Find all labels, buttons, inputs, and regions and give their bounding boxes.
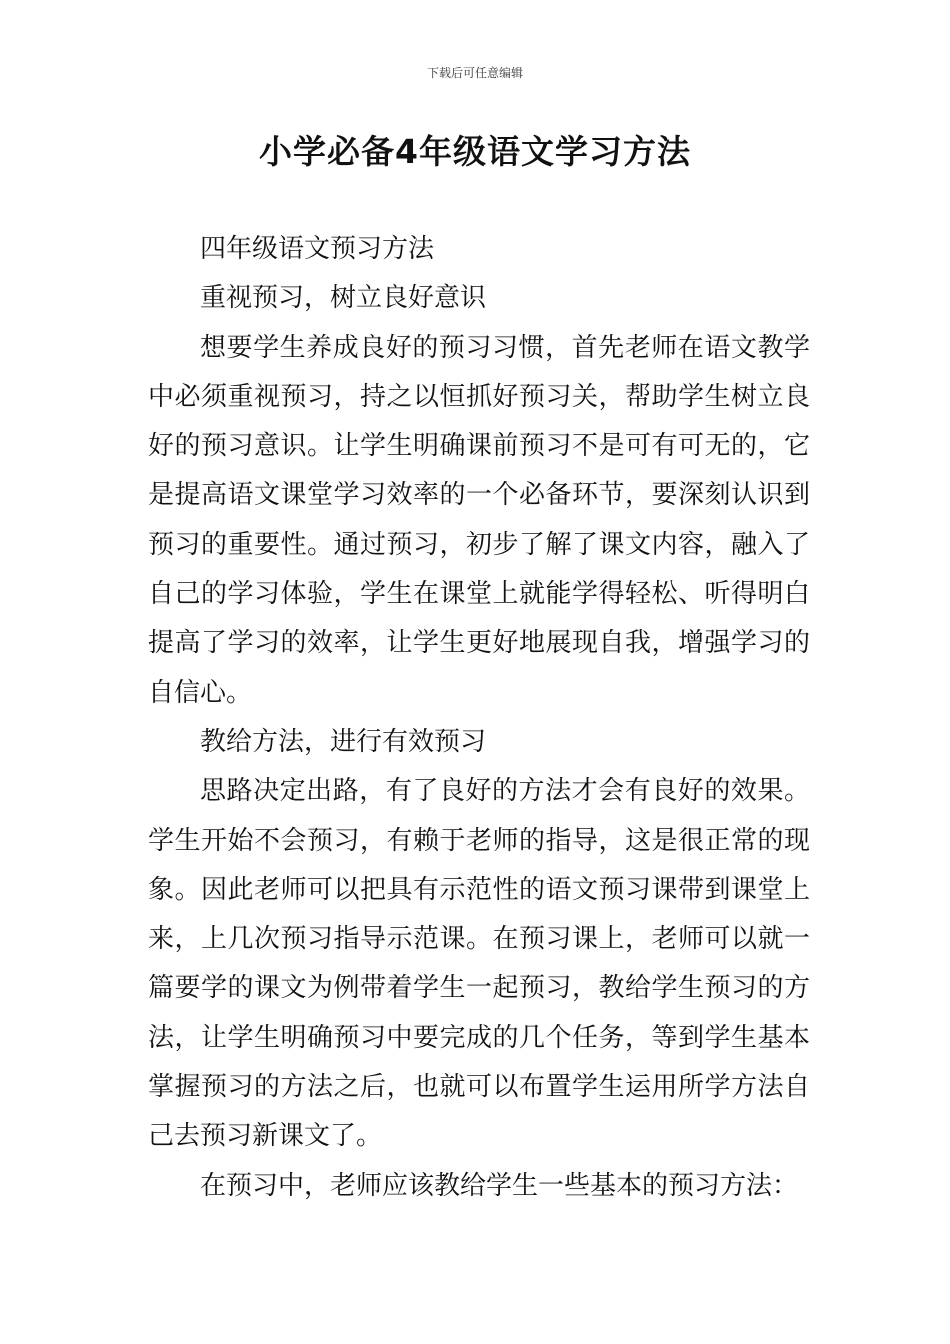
paragraph-basic-methods-intro: 在预习中，老师应该教给学生一些基本的预习方法： xyxy=(200,1170,799,1201)
subheading-teach-methods: 教给方法，进行有效预习 xyxy=(200,726,487,757)
subheading-value-preview: 重视预习，树立良好意识 xyxy=(200,283,487,314)
paragraph-teach-methods: 思路决定出路，有了良好的方法才会有良好的效果。学生开始不会预习，有赖于老师的指导，这是很正常的现象。因此老师可以把具有示范性的语文预习课带到课堂上来，上几次预习指导示范课。在预习课上，老师可以就一篇要学的课文为例带着学生一起预习，教给学生预习的方法，让学生明确预习中要完成的几个任务，等到学生基本掌握预习的方法之后，也就可以布置学生运用所学方法自己去预习新课文了。 xyxy=(148,776,810,1152)
document-body xyxy=(148,225,810,1211)
section-heading-preview-methods: 四年级语文预习方法 xyxy=(200,234,435,264)
header-note: 下载后可任意编辑 xyxy=(426,66,523,80)
paragraph-value-preview: 想要学生养成良好的预习习惯，首先老师在语文教学中必须重视预习，持之以恒抓好预习关，帮助学生树立良好的预习意识。让学生明确课前预习不是可有可无的，它是提高语文课堂学习效率的一个必备环节，要深刻认识到预习的重要性。通过预习，初步了解了课文内容，融入了自己的学习体验，学生在课堂上就能学得轻松、听得明白提高了学习的效率，让学生更好地展现自我，增强学习的自信心。 xyxy=(148,332,810,708)
document-title: 小学必备4年级语文学习方法 xyxy=(259,132,691,171)
